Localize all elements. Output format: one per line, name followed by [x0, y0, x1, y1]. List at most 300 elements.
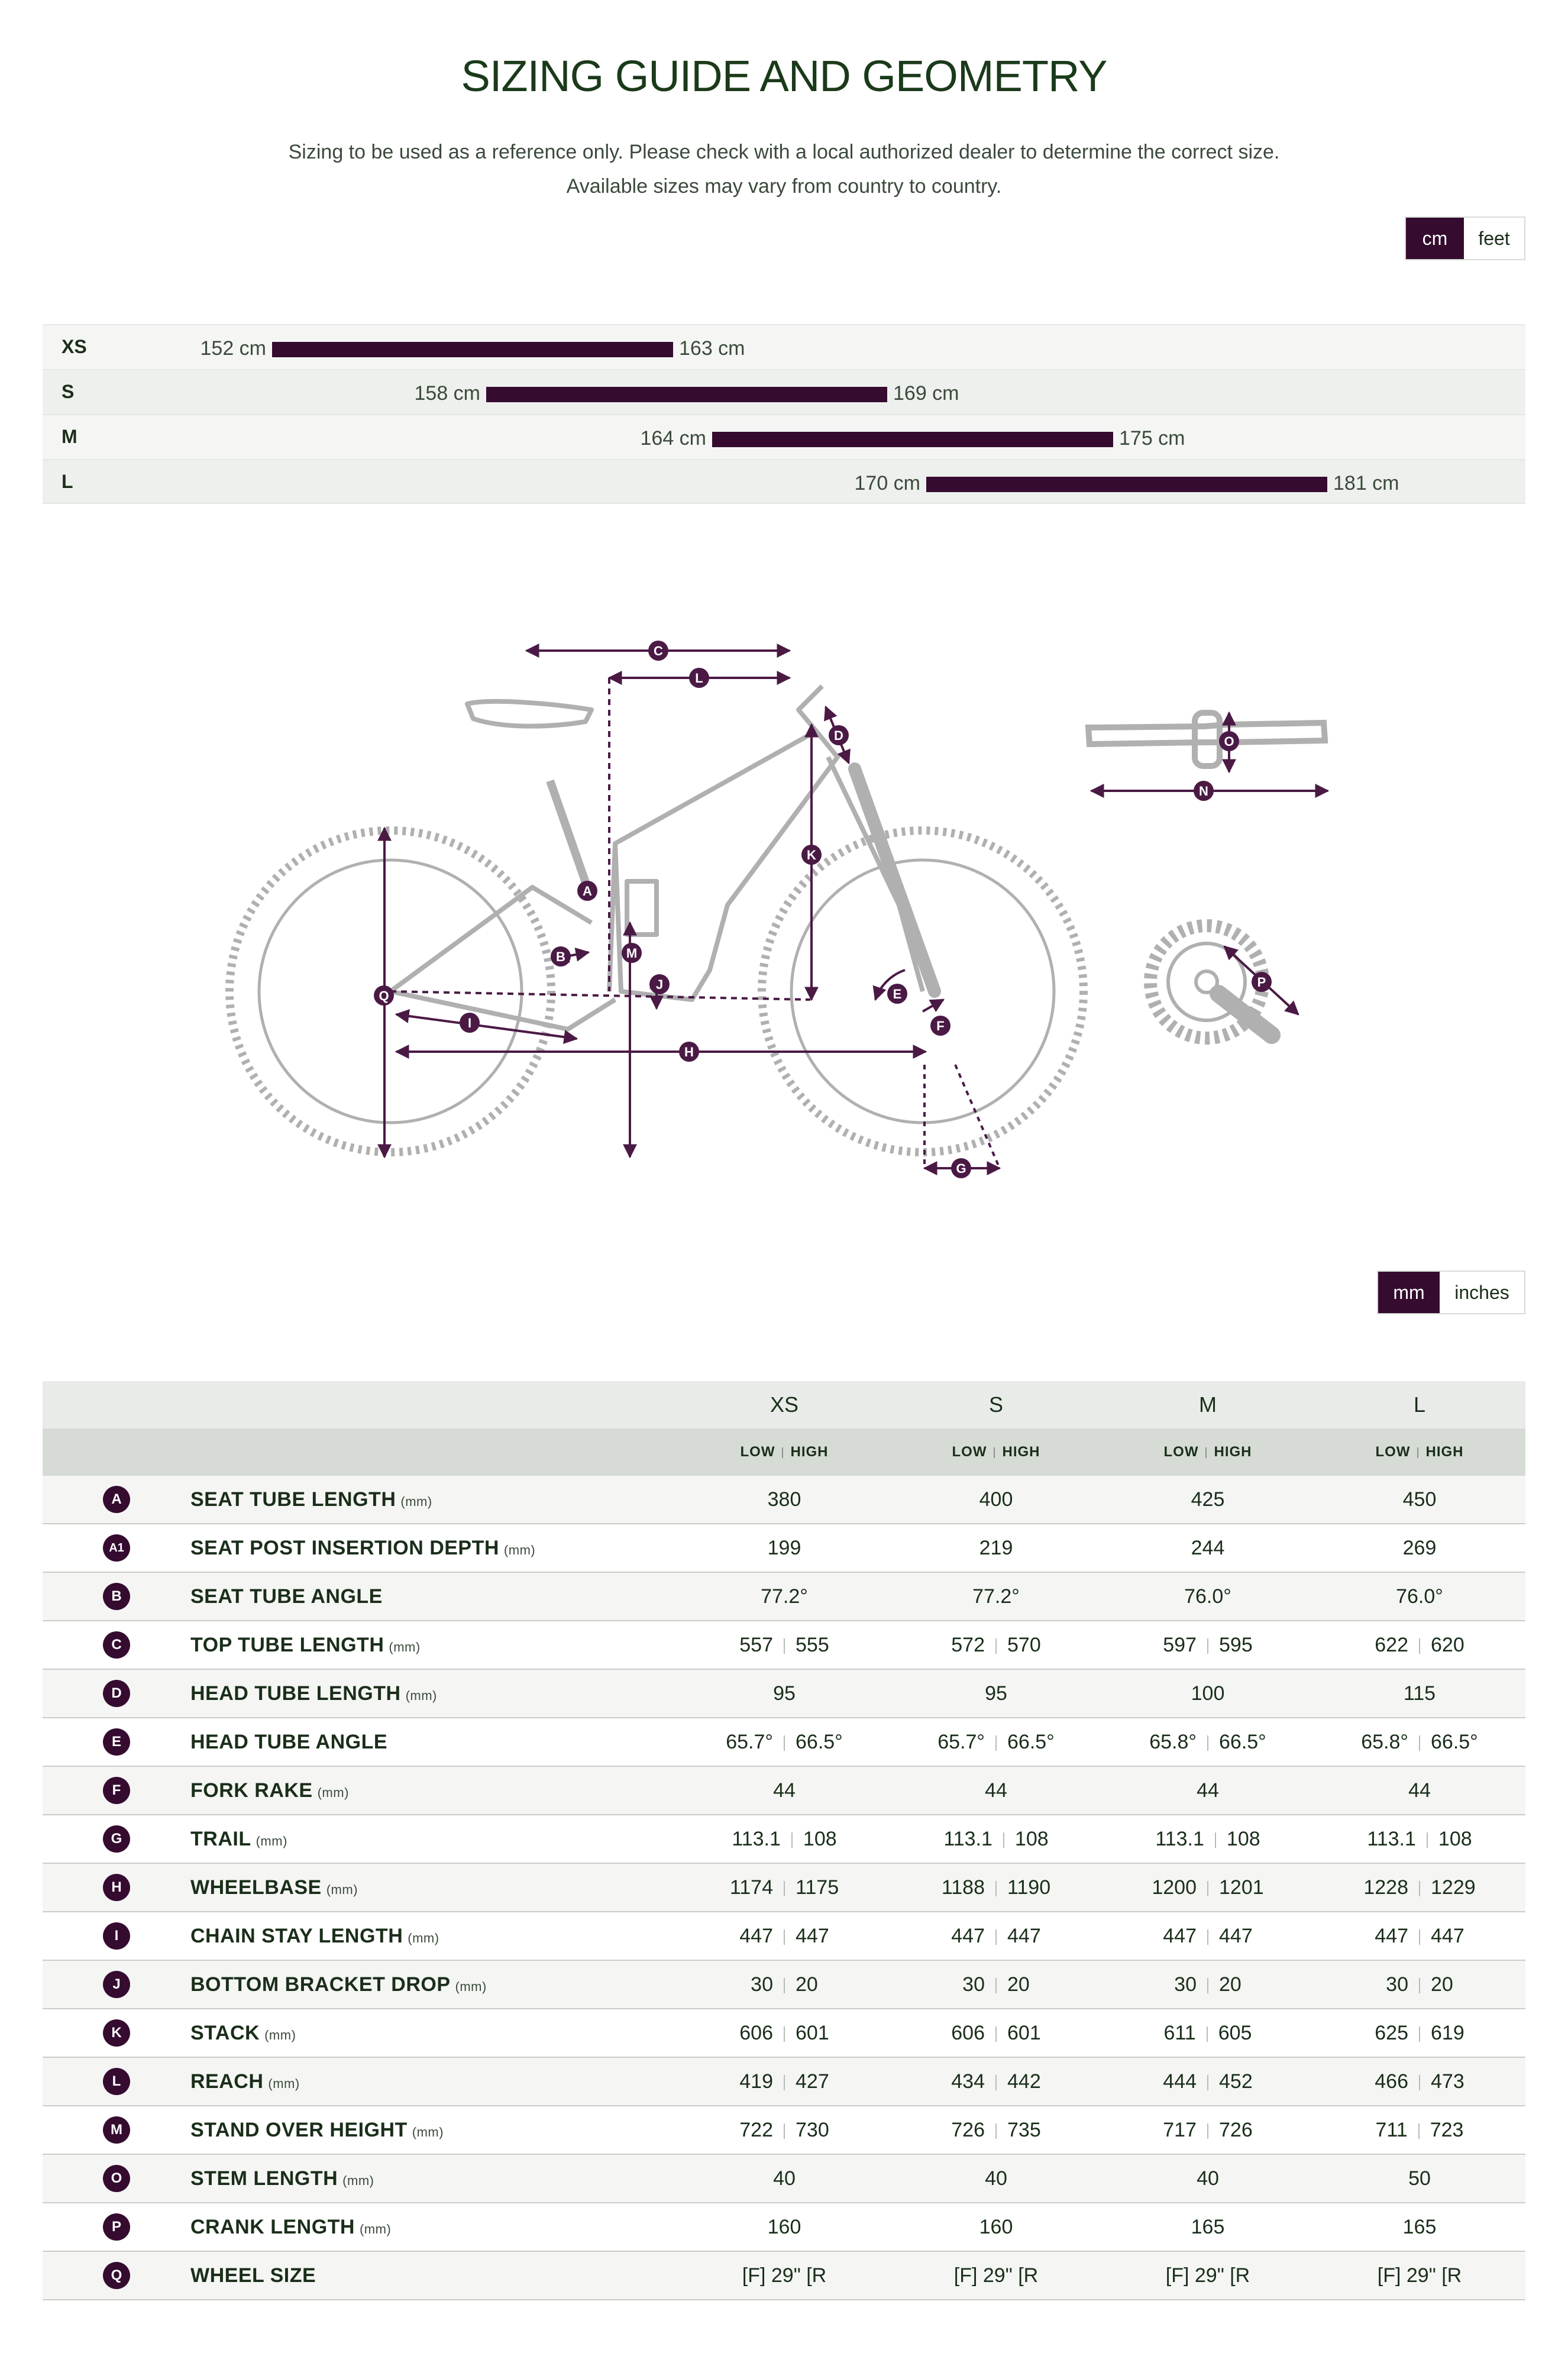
- value-high: 447: [1431, 1924, 1464, 1947]
- divider: [1207, 2026, 1208, 2042]
- measurement-label: BOTTOM BRACKET DROP: [190, 1973, 451, 1996]
- divider: [1419, 1978, 1420, 1993]
- badge-cell: [43, 2154, 190, 2203]
- value-high: 619: [1431, 2021, 1464, 2044]
- geometry-row: [43, 1863, 1525, 1912]
- divider: [1207, 1929, 1208, 1945]
- measurement-value: [678, 2251, 890, 2300]
- geometry-row: [43, 2203, 1525, 2251]
- value-low: 722: [739, 2118, 773, 2141]
- value-high: 427: [796, 2070, 829, 2093]
- measurement-unit: (mm): [503, 1542, 536, 1557]
- label-h-text: H: [684, 1045, 694, 1059]
- divider: [1419, 2026, 1420, 2042]
- value-high: 1201: [1219, 1876, 1264, 1899]
- value-low: 444: [1163, 2070, 1197, 2093]
- rider-size-row: [43, 459, 1525, 504]
- value-high: 595: [1219, 1633, 1253, 1656]
- measurement-name: [190, 1476, 678, 1524]
- value-low: 1174: [729, 1876, 773, 1899]
- height-low-label: 158 cm: [414, 382, 480, 405]
- measurement-value: [1102, 1524, 1314, 1572]
- value-low: 419: [739, 2070, 773, 2093]
- value-low: 44: [985, 1779, 1007, 1802]
- value-high: 473: [1431, 2070, 1464, 2093]
- dimension-badge: F: [103, 1777, 130, 1804]
- divider: [995, 1638, 997, 1654]
- label-n-badge: [1194, 781, 1214, 801]
- measurement-value: [678, 2203, 890, 2251]
- geometry-row: [43, 1912, 1525, 1960]
- dimension-badge: C: [103, 1631, 130, 1659]
- value-high: 620: [1431, 1633, 1464, 1656]
- label-i-text: I: [467, 1016, 472, 1030]
- badge-cell: [43, 1524, 190, 1572]
- value-high: 108: [803, 1827, 837, 1850]
- geometry-row: [43, 1960, 1525, 2009]
- badge-cell: [43, 1815, 190, 1863]
- measurement-label: REACH: [190, 2070, 264, 2093]
- measurement-unit: (mm): [408, 1930, 439, 1945]
- measurement-name: [190, 2009, 678, 2057]
- geometry-row: [43, 1621, 1525, 1669]
- measurement-value: [1314, 1718, 1525, 1766]
- measurement-value: [1102, 2106, 1314, 2154]
- measurement-value: [678, 1718, 890, 1766]
- dimension-badge: H: [103, 1874, 130, 1901]
- height-unit-toggle: [1405, 216, 1525, 260]
- value-low: 606: [739, 2021, 773, 2044]
- measurement-value: [1314, 1960, 1525, 2009]
- value-high: 20: [1007, 1973, 1030, 1996]
- page-title: SIZING GUIDE AND GEOMETRY: [461, 51, 1107, 101]
- measurement-value: [678, 1669, 890, 1718]
- value-low: 44: [773, 1779, 796, 1802]
- height-high-label: 175 cm: [1119, 427, 1185, 450]
- measurement-value: [678, 1960, 890, 2009]
- low-label: LOW: [952, 1444, 987, 1460]
- divider: [995, 1881, 997, 1896]
- measurement-value: [678, 2009, 890, 2057]
- divider: [1207, 1638, 1208, 1654]
- height-range-bar: [926, 477, 1327, 492]
- value-low: 1200: [1152, 1876, 1197, 1899]
- value-low: 447: [1163, 1924, 1197, 1947]
- measurement-label: HEAD TUBE LENGTH: [190, 1682, 401, 1705]
- measurement-value: [1102, 2154, 1314, 2203]
- badge-cell: [43, 2057, 190, 2106]
- measurement-name: [190, 2203, 678, 2251]
- measurement-value: [1102, 1621, 1314, 1669]
- value-low: 425: [1191, 1488, 1225, 1511]
- dimension-badge: P: [103, 2213, 130, 2241]
- low-high-header-row: [43, 1428, 1525, 1476]
- height-high-label: 169 cm: [893, 382, 959, 405]
- value-low: 44: [1197, 1779, 1219, 1802]
- value-low: [F] 29" [R: [953, 2264, 1039, 2287]
- measurement-value: [890, 1766, 1102, 1815]
- value-low: 95: [985, 1682, 1007, 1705]
- value-low: [F] 29" [R: [1165, 2264, 1250, 2287]
- height-high-label: 181 cm: [1333, 472, 1399, 494]
- height-low-label: 170 cm: [854, 472, 920, 494]
- value-low: 113.1: [732, 1827, 781, 1850]
- low-high-header: [1102, 1428, 1314, 1476]
- label-a-badge: [577, 881, 597, 901]
- low-label: LOW: [1163, 1444, 1199, 1460]
- badge-cell: [43, 1621, 190, 1669]
- value-low: 160: [767, 2215, 801, 2238]
- value-high: 1175: [796, 1876, 839, 1899]
- divider: [995, 2026, 997, 2042]
- measurement-name: [190, 1863, 678, 1912]
- unit-feet-button[interactable]: feet: [1478, 227, 1510, 249]
- low-high-header: [678, 1428, 890, 1476]
- value-low: 76.0°: [1396, 1585, 1443, 1608]
- measurement-value: [1314, 1863, 1525, 1912]
- measurement-value: [1314, 2251, 1525, 2300]
- value-high: 66.5°: [796, 1730, 843, 1753]
- measurement-value: [678, 1621, 890, 1669]
- divider: [995, 1978, 997, 1993]
- measurement-value: [678, 1815, 890, 1863]
- unit-cm-button[interactable]: cm: [1406, 218, 1464, 259]
- dimension-badge: A: [103, 1486, 130, 1513]
- measurement-value: [890, 1912, 1102, 1960]
- value-low: 65.7°: [937, 1730, 985, 1753]
- measurement-label: TRAIL: [190, 1827, 251, 1850]
- value-high: 726: [1219, 2118, 1253, 2141]
- measurement-name: [190, 1718, 678, 1766]
- label-q-badge: [374, 985, 394, 1006]
- label-o-text: O: [1224, 734, 1234, 749]
- label-m-text: M: [626, 946, 638, 961]
- divider: [995, 2075, 997, 2090]
- value-high: 20: [796, 1973, 818, 1996]
- dimension-badge: E: [103, 1728, 130, 1756]
- height-low-label: 152 cm: [200, 337, 266, 360]
- measurement-name: [190, 1524, 678, 1572]
- value-low: 711: [1375, 2118, 1408, 2141]
- measurement-label: WHEEL SIZE: [190, 2264, 316, 2287]
- divider: [784, 1735, 785, 1751]
- measurement-name: [190, 1572, 678, 1621]
- measurement-value: [1102, 1718, 1314, 1766]
- label-j-text: J: [655, 977, 664, 992]
- dimension-badge: G: [103, 1825, 130, 1853]
- measurement-name: [190, 1766, 678, 1815]
- geometry-row: [43, 1718, 1525, 1766]
- label-j-badge: [649, 974, 670, 994]
- measurement-label: HEAD TUBE ANGLE: [190, 1730, 388, 1753]
- geometry-row: [43, 1572, 1525, 1621]
- badge-cell: [43, 1960, 190, 2009]
- value-low: 165: [1191, 2215, 1225, 2238]
- value-low: 1188: [941, 1876, 985, 1899]
- label-p-text: P: [1257, 975, 1266, 990]
- sizes-availability-note: Available sizes may vary from country to country.: [566, 175, 1002, 198]
- measurement-value: [890, 2251, 1102, 2300]
- label-b-badge: [551, 946, 571, 967]
- measurement-name: [190, 2057, 678, 2106]
- measurement-name: [190, 1815, 678, 1863]
- high-label: HIGH: [790, 1444, 829, 1460]
- value-low: 219: [979, 1536, 1013, 1559]
- value-low: 160: [979, 2215, 1013, 2238]
- value-high: 108: [1226, 1827, 1260, 1850]
- value-low: 717: [1163, 2118, 1197, 2141]
- value-low: 447: [951, 1924, 985, 1947]
- measurement-label: SEAT TUBE ANGLE: [190, 1585, 383, 1608]
- geometry-row: [43, 1476, 1525, 1524]
- value-low: 115: [1403, 1682, 1436, 1705]
- label-b-text: B: [556, 949, 565, 964]
- label-e-badge: [887, 984, 907, 1004]
- measurement-unit: (mm): [264, 2027, 296, 2042]
- measurement-value: [1102, 2251, 1314, 2300]
- label-n-text: N: [1199, 784, 1208, 799]
- value-high: 601: [796, 2021, 829, 2044]
- height-low-label: 164 cm: [640, 427, 706, 450]
- value-low: 466: [1375, 2070, 1408, 2093]
- badge-cell: [43, 1476, 190, 1524]
- measurement-value: [1314, 1669, 1525, 1718]
- measurement-value: [1102, 1572, 1314, 1621]
- divider: [1207, 2075, 1208, 2090]
- label-i-badge: [460, 1013, 480, 1033]
- value-low: 244: [1191, 1536, 1225, 1559]
- divider: [1419, 1929, 1420, 1945]
- label-c-text: C: [654, 644, 663, 658]
- value-low: 95: [773, 1682, 796, 1705]
- header-spacer: [190, 1381, 678, 1428]
- divider: [1205, 1447, 1207, 1458]
- divider: [1215, 1832, 1216, 1848]
- measurement-value: [890, 1863, 1102, 1912]
- value-low: 572: [951, 1633, 985, 1656]
- measurement-value: [1314, 2154, 1525, 2203]
- value-low: 625: [1375, 2021, 1408, 2044]
- dimension-badge: D: [103, 1680, 130, 1707]
- low-label: LOW: [740, 1444, 775, 1460]
- divider: [782, 1447, 783, 1458]
- badge-cell: [43, 1912, 190, 1960]
- size-label: L: [62, 471, 73, 492]
- size-header: L: [1314, 1381, 1525, 1428]
- divider: [1419, 2075, 1420, 2090]
- measurement-value: [890, 1621, 1102, 1669]
- dimension-badge: A1: [103, 1534, 130, 1562]
- rider-size-row: [43, 414, 1525, 459]
- label-k-text: K: [807, 848, 816, 862]
- divider: [1207, 2123, 1208, 2139]
- value-low: 165: [1402, 2215, 1437, 2238]
- measurement-label: TOP TUBE LENGTH: [190, 1633, 384, 1656]
- measurement-name: [190, 2106, 678, 2154]
- label-h-badge: [679, 1042, 699, 1062]
- measurement-unit: (mm): [389, 1639, 421, 1654]
- measurement-value: [1102, 2203, 1314, 2251]
- high-label: HIGH: [1214, 1444, 1252, 1460]
- measurement-value: [678, 1766, 890, 1815]
- measurement-name: [190, 2251, 678, 2300]
- divider: [784, 1638, 785, 1654]
- divider: [1419, 1735, 1420, 1751]
- unit-inches-button[interactable]: inches: [1454, 1281, 1509, 1303]
- dimension-badge: O: [103, 2165, 130, 2192]
- measurement-label: CHAIN STAY LENGTH: [190, 1924, 403, 1947]
- geometry-row: [43, 2251, 1525, 2300]
- label-c-badge: [648, 641, 668, 661]
- measurement-label: STACK: [190, 2021, 260, 2044]
- value-low: 113.1: [943, 1827, 992, 1850]
- badge-cell: [43, 1766, 190, 1815]
- badge-cell: [43, 1718, 190, 1766]
- value-low: 40: [773, 2167, 796, 2190]
- measurement-value: [890, 2203, 1102, 2251]
- measurement-value: [678, 1572, 890, 1621]
- dimension-badge: J: [103, 1971, 130, 1998]
- measurement-name: [190, 2154, 678, 2203]
- measurement-value: [1314, 1815, 1525, 1863]
- rider-size-row: [43, 324, 1525, 369]
- value-low: 269: [1402, 1536, 1437, 1559]
- measurement-value: [1314, 2106, 1525, 2154]
- measurement-value: [678, 1912, 890, 1960]
- measurement-label: FORK RAKE: [190, 1779, 313, 1802]
- size-header-row: [43, 1381, 1525, 1428]
- badge-cell: [43, 2009, 190, 2057]
- high-label: HIGH: [1425, 1444, 1464, 1460]
- value-low: 77.2°: [761, 1585, 808, 1608]
- value-high: 108: [1438, 1827, 1472, 1850]
- value-low: 40: [1197, 2167, 1219, 2190]
- divider: [995, 1735, 997, 1751]
- high-label: HIGH: [1002, 1444, 1040, 1460]
- measurement-unit: (mm): [412, 2124, 444, 2139]
- measurement-label: CRANK LENGTH: [190, 2215, 355, 2238]
- measurement-value: [1102, 1863, 1314, 1912]
- dimension-badge: I: [103, 1922, 130, 1950]
- value-high: 66.5°: [1431, 1730, 1478, 1753]
- unit-mm-button[interactable]: mm: [1378, 1272, 1440, 1313]
- measurement-label: STAND OVER HEIGHT: [190, 2118, 408, 2141]
- size-header: S: [890, 1381, 1102, 1428]
- geometry-unit-toggle: [1377, 1271, 1525, 1314]
- size-header: M: [1102, 1381, 1314, 1428]
- dimension-badge: K: [103, 2019, 130, 2047]
- measurement-name: [190, 1960, 678, 2009]
- measurement-value: [678, 1524, 890, 1572]
- measurement-unit: (mm): [405, 1688, 437, 1703]
- geometry-row: [43, 2106, 1525, 2154]
- measurement-value: [890, 2057, 1102, 2106]
- value-low: 380: [767, 1488, 801, 1511]
- geometry-row: [43, 2154, 1525, 2203]
- measurement-value: [1314, 1621, 1525, 1669]
- value-low: [F] 29" [R: [1377, 2264, 1462, 2287]
- divider: [1207, 1735, 1208, 1751]
- measurement-value: [678, 2106, 890, 2154]
- value-low: 113.1: [1367, 1827, 1416, 1850]
- measurement-label: WHEELBASE: [190, 1876, 322, 1899]
- value-low: 65.7°: [726, 1730, 773, 1753]
- measurement-value: [890, 1718, 1102, 1766]
- label-a-text: A: [583, 884, 592, 898]
- height-range-bar: [486, 387, 887, 402]
- divider: [1207, 1978, 1208, 1993]
- measurement-unit: (mm): [400, 1494, 432, 1509]
- measurement-name: [190, 1621, 678, 1669]
- value-low: 76.0°: [1184, 1585, 1231, 1608]
- label-g-text: G: [956, 1161, 966, 1176]
- sizing-disclaimer: Sizing to be used as a reference only. Please check with a local authorized dealer to determine the correct size.: [288, 141, 1280, 163]
- measurement-unit: (mm): [268, 2076, 300, 2091]
- measurement-value: [1314, 1766, 1525, 1815]
- height-range-bar: [712, 432, 1113, 447]
- divider: [784, 1929, 785, 1945]
- label-q-text: Q: [379, 988, 389, 1003]
- measurement-value: [1314, 1572, 1525, 1621]
- low-high-header: [890, 1428, 1102, 1476]
- measurement-value: [890, 1476, 1102, 1524]
- value-low: 40: [985, 2167, 1007, 2190]
- value-high: 1229: [1431, 1876, 1476, 1899]
- label-p-badge: [1252, 972, 1272, 992]
- value-high: 723: [1430, 2118, 1464, 2141]
- value-high: 20: [1219, 1973, 1242, 1996]
- size-label: S: [62, 381, 75, 402]
- geometry-row: [43, 2009, 1525, 2057]
- value-high: 447: [1007, 1924, 1041, 1947]
- measurement-label: SEAT POST INSERTION DEPTH: [190, 1536, 499, 1559]
- value-low: 65.8°: [1149, 1730, 1197, 1753]
- label-f-badge: [930, 1016, 951, 1036]
- value-low: 30: [1174, 1973, 1197, 1996]
- divider: [784, 2075, 785, 2090]
- size-label: XS: [62, 336, 87, 357]
- value-low: 100: [1191, 1682, 1225, 1705]
- label-d-badge: [829, 725, 849, 745]
- value-high: 66.5°: [1007, 1730, 1055, 1753]
- divider: [1418, 2123, 1420, 2139]
- measurement-value: [890, 1960, 1102, 2009]
- geometry-row: [43, 2057, 1525, 2106]
- measurement-value: [890, 1572, 1102, 1621]
- value-low: 611: [1163, 2021, 1196, 2044]
- bike-geometry-diagram: [0, 592, 1568, 1242]
- value-low: 447: [1375, 1924, 1408, 1947]
- label-e-text: E: [893, 987, 902, 1001]
- header-spacer: [190, 1428, 678, 1476]
- measurement-unit: (mm): [326, 1882, 358, 1897]
- geometry-row: [43, 1766, 1525, 1815]
- value-low: 199: [767, 1536, 801, 1559]
- value-high: 66.5°: [1219, 1730, 1266, 1753]
- measurement-value: [890, 2009, 1102, 2057]
- measurement-value: [1314, 2009, 1525, 2057]
- measurement-value: [890, 1524, 1102, 1572]
- value-low: 113.1: [1155, 1827, 1204, 1850]
- height-range-bar: [272, 342, 673, 357]
- measurement-value: [1314, 2057, 1525, 2106]
- measurement-unit: (mm): [455, 1979, 487, 1994]
- dimension-badge: B: [103, 1583, 130, 1610]
- measurement-name: [190, 1912, 678, 1960]
- measurement-unit: (mm): [317, 1785, 349, 1800]
- measurement-value: [1314, 2203, 1525, 2251]
- value-low: 434: [951, 2070, 985, 2093]
